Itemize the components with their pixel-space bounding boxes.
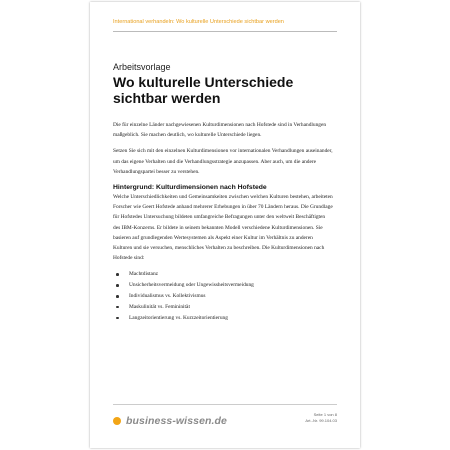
document-title: Wo kulturelle Unterschiede sichtbar werden — [113, 74, 294, 106]
bullet-icon — [116, 317, 119, 320]
bullet-icon — [116, 273, 119, 276]
list-item — [113, 269, 333, 280]
bullet-icon — [116, 306, 119, 309]
document-body — [113, 120, 333, 323]
list-item-label: Langzeitorientierung vs. Kurzzeitorientierung — [129, 314, 228, 321]
list-item — [113, 280, 333, 291]
list-item-label: Machtdistanz — [129, 271, 159, 278]
logo-dot-icon — [113, 417, 121, 425]
section-heading: Hintergrund: Kulturdimensionen nach Hofstede — [113, 184, 267, 192]
bullet-icon — [116, 284, 119, 287]
page-info — [305, 412, 337, 424]
list-item-label: Maskulinität vs. Femininität — [129, 303, 190, 310]
list-item — [113, 291, 333, 302]
dimension-list — [113, 269, 333, 323]
article-number: Art.-Nr. 99.104.03 — [305, 418, 337, 423]
page-number: Seite 1 von 8 — [313, 412, 337, 417]
intro-paragraph-1: Die für einzelne Länder nachgewiesenen Kulturdimensionen nach Hofstede sind in Verhandlungen maßgeblich. Sie machen deutlich, wo kulturelle Unterschiede liegen. — [113, 122, 327, 139]
bullet-icon — [116, 295, 119, 298]
document-page — [90, 2, 360, 448]
section-paragraph: Welche Unterschiedlichkeiten und Gemeinsamkeiten zwischen welchen Kulturen bestehen, arbeiteten Forscher wie Geert Hofstede anhand mehrerer Erhebungen in über 70 Ländern heraus. Die Grundlage für Hofstedes Untersuchung bildeten umfangreiche Befragungen unter den weltweit Beschäftigten des IBM-Konzerns. Er bildete in seinem bekannten Modell verschiedene Kulturdimensionen. Sie basieren auf grundlegenden Wertesystemen als Aspekt einer Kultur im Verhältnis zu anderen Kulturen und sie versuchen, menschliches Verhalten zu beschreiben. Die Kulturdimensionen nach Hofstede sind: — [113, 194, 333, 262]
list-item — [113, 302, 333, 313]
header-divider — [113, 31, 337, 32]
list-item-label: Individualismus vs. Kollektivismus — [129, 293, 206, 300]
document-kicker: Arbeitsvorlage — [113, 62, 171, 72]
list-item-label: Unsicherheitsvermeidung oder Ungewissheitsvermeidung — [129, 282, 254, 289]
intro-paragraph-2: Setzen Sie sich mit den einzelnen Kulturdimensionen vor internationalen Verhandlungen auseinander, um das eigene Verhalten und die Verhandlungsstrategie anzupassen. Aber auch, um die andere Verhandlungspartei besser zu verstehen. — [113, 148, 333, 175]
running-header: International verhandeln: Wo kulturelle Unterschiede sichtbar werden — [113, 19, 284, 25]
list-item — [113, 313, 333, 324]
logo-text: business-wissen.de — [126, 415, 228, 427]
brand-logo — [113, 415, 227, 427]
footer-divider — [113, 404, 337, 405]
